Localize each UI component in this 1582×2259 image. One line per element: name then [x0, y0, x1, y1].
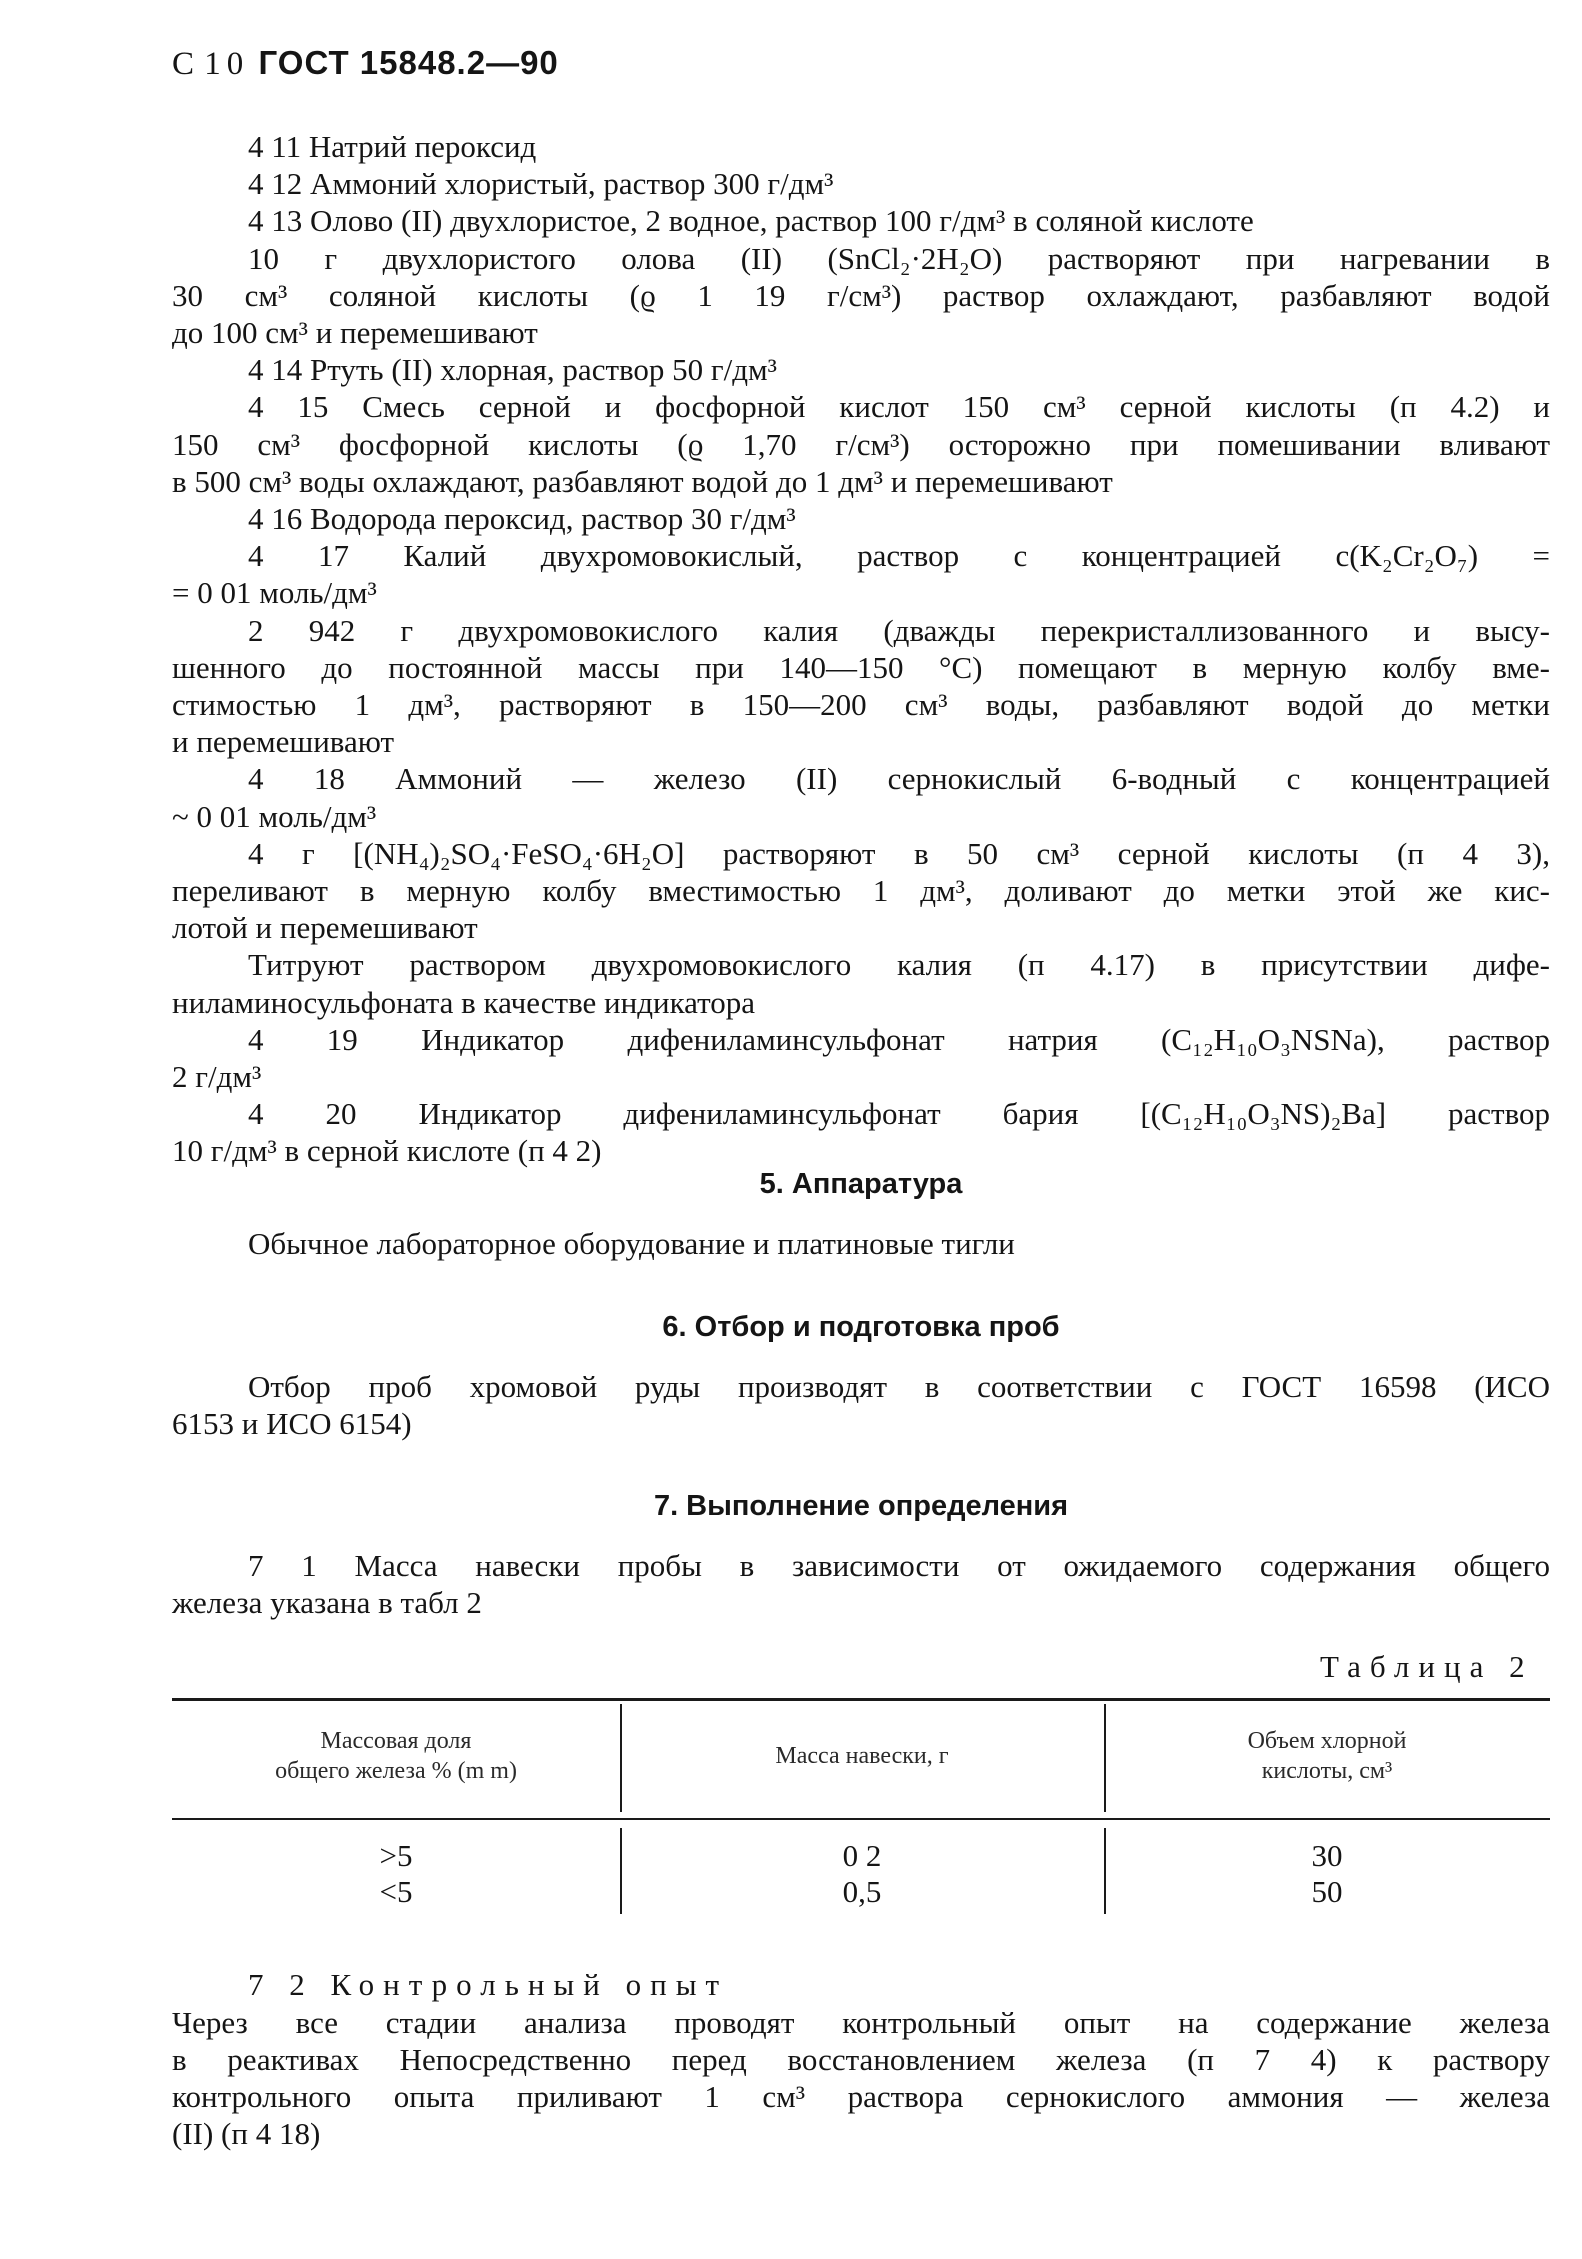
item-number: 4 20 [248, 1096, 357, 1132]
header-mass-fraction [172, 1726, 620, 1786]
list-item-continuation [248, 946, 1550, 984]
item-number: 4 14 [248, 352, 303, 388]
table-caption: Таблица 2 [1320, 1649, 1534, 1684]
item-number: 4 13 [248, 203, 303, 239]
section-5-text: Обычное лабораторное оборудование и платиновые тигли [248, 1226, 1015, 1261]
item-text: Титруют раствором двухромовокислого калия (п 4.17) в присутствии дифе- [248, 947, 1550, 983]
item-text: Олово (II) двухлористое, 2 водное, раствор 100 г/дм³ в соляной кислоте [310, 203, 1254, 239]
list-item-continuation [172, 798, 376, 836]
item-text: и перемешивают [172, 724, 395, 760]
item-text: переливают в мерную колбу вместимостью 1 дм³, доливают до метки этой же кис- [172, 873, 1550, 908]
item-text: Аммоний — железо (II) сернокислый 6-водный с концентрацией [395, 761, 1550, 797]
item-number: 4 16 [248, 501, 303, 536]
item-text: 10 г двухлористого олова (II) (SnCl₂·2H₂O) растворяют при нагревании в [248, 240, 1550, 276]
list-item-continuation [172, 1058, 261, 1096]
list-item-continuation [172, 723, 394, 761]
item-text: ниламиносульфоната в качестве индикатора [172, 984, 756, 1020]
header-line: кислоты, см³ [1261, 1758, 1393, 1784]
page-number: 10 [204, 46, 250, 82]
list-item [248, 165, 833, 203]
item-number: 4 12 [248, 166, 303, 202]
item-text: = 0 01 моль/дм³ [172, 575, 377, 611]
item-text: стимостью 1 дм³, растворяют в 150—200 см³ воды, разбавляют водой до метки [172, 687, 1550, 722]
header-line: Массовая доля [320, 1728, 472, 1754]
item-text: 2 г/дм³ [172, 1059, 262, 1094]
item-text: 30 см³ соляной кислоты (ϱ 1 19 г/см³) раствор охлаждают, разбавляют водой [172, 277, 1550, 313]
list-item-continuation [172, 277, 1550, 315]
item-text: Водорода пероксид, раствор 30 г/дм³ [310, 501, 796, 536]
item-text: в 500 см³ воды охлаждают, разбавляют водой до 1 дм³ и перемешивают [172, 463, 1113, 499]
list-item [248, 128, 536, 166]
item-number: 4 17 [248, 538, 349, 574]
section-6-title: 6. Отбор и подготовка проб [662, 1311, 1060, 1343]
section-7-2-line-4: (II) (п 4 18) [172, 2116, 321, 2151]
item-text: Калий двухромовокислый, раствор с концентрацией c(K₂Cr₂O₇) = [403, 538, 1550, 574]
standard-number: ГОСТ 15848.2—90 [258, 44, 559, 81]
table-cell: 30 [1311, 1838, 1343, 1873]
list-item-continuation [172, 909, 478, 947]
list-item-continuation [172, 314, 538, 352]
item-text: до 100 см³ и перемешивают [172, 315, 538, 350]
item-number: 4 15 [248, 389, 329, 425]
list-item-continuation [248, 835, 1550, 873]
list-item-continuation [172, 574, 377, 612]
list-item-continuation [248, 612, 1550, 650]
item-text: лотой и перемешивают [172, 910, 478, 946]
table-cell: 50 [1311, 1874, 1343, 1909]
item-number: 4 11 [248, 129, 302, 164]
list-item [248, 351, 777, 389]
item-text: 4 г [(NH₄)₂SO₄·FeSO₄·6H₂O] растворяют в 50 см³ серной кислоты (п 4 3), [248, 835, 1550, 871]
item-text: Аммоний хлористый, раствор 300 г/дм³ [310, 166, 834, 202]
section-7-2-line-1: Через все стадии анализа проводят контрольный опыт на содержание железа [172, 2005, 1550, 2040]
list-item-continuation [172, 426, 1550, 464]
section-7-2-line-3: контрольного опыта приливают 1 см³ раствора сернокислого аммония — железа [172, 2079, 1550, 2114]
header-acid-volume [1104, 1726, 1550, 1786]
item-text: Индикатор дифениламинсульфонат натрия (C₁₂H₁₀O₃NSNa), раствор [421, 1021, 1551, 1057]
item-text: шенного до постоянной массы при 140—150 °C) помещают в мерную колбу вме- [172, 649, 1550, 685]
list-item [248, 1095, 1550, 1133]
list-item [248, 388, 1550, 426]
section-7-title: 7. Выполнение определения [653, 1490, 1069, 1522]
list-item [248, 202, 1254, 240]
header-sample-mass [620, 1741, 1104, 1771]
list-item-continuation [172, 984, 755, 1022]
section-6-line-1: Отбор проб хромовой руды производят в соответствии с ГОСТ 16598 (ИСО [248, 1369, 1550, 1404]
item-text: Ртуть (II) хлорная, раствор 50 г/дм³ [310, 352, 777, 388]
section-7-1-line-2: железа указана в табл 2 [172, 1585, 482, 1620]
item-text: ~ 0 01 моль/дм³ [172, 798, 377, 834]
item-text: 150 см³ фосфорной кислоты (ϱ 1,70 г/см³) осторожно при помешивании вливают [172, 426, 1550, 462]
item-number: 4 19 [248, 1021, 358, 1057]
section-7-2-title: 7 2 Контрольный опыт [248, 1967, 729, 2002]
list-item-continuation [172, 649, 1550, 687]
page-header [172, 44, 559, 83]
item-text: Смесь серной и фосфорной кислот 150 см³ серной кислоты (п 4.2) и [362, 389, 1550, 425]
table-cell: 0 2 [842, 1838, 882, 1873]
list-item [248, 1021, 1550, 1059]
list-item [248, 537, 1550, 575]
section-7-1-line-1: 7 1 Масса навески пробы в зависимости от ожидаемого содержания общего [248, 1548, 1550, 1583]
section-7-2-line-2: в реактивах Непосредственно перед восстановлением железа (п 7 4) к раствору [172, 2042, 1550, 2077]
item-text: Индикатор дифениламинсульфонат бария [(C₁₂H₁₀O₃NS)₂Ba] раствор [418, 1096, 1551, 1132]
list-item [248, 500, 796, 538]
item-text: 10 г/дм³ в серной кислоте (п 4 2) [172, 1133, 602, 1169]
list-item-continuation [172, 463, 1113, 501]
list-item-continuation [172, 872, 1550, 910]
table-top-rule [172, 1698, 1550, 1701]
header-line: Масса навески, г [775, 1743, 949, 1769]
item-text: Натрий пероксид [308, 129, 537, 164]
item-text: 2 942 г двухромовокислого калия (дважды перекристаллизованного и высу- [248, 612, 1550, 648]
section-6-line-2: 6153 и ИСО 6154) [172, 1406, 412, 1441]
header-line: общего железа % (m m) [275, 1758, 517, 1784]
table-cell: <5 [379, 1874, 413, 1909]
list-item-continuation [248, 240, 1550, 278]
table-cell: 0,5 [842, 1874, 882, 1909]
section-5-title: 5. Аппаратура [759, 1168, 963, 1200]
list-item-continuation [172, 686, 1550, 724]
list-item [248, 760, 1550, 798]
table-cell: >5 [379, 1838, 413, 1873]
table-header-rule [172, 1818, 1550, 1820]
item-number: 4 18 [248, 761, 345, 797]
header-letter: С [172, 46, 196, 82]
header-line: Объем хлорной [1247, 1728, 1407, 1754]
